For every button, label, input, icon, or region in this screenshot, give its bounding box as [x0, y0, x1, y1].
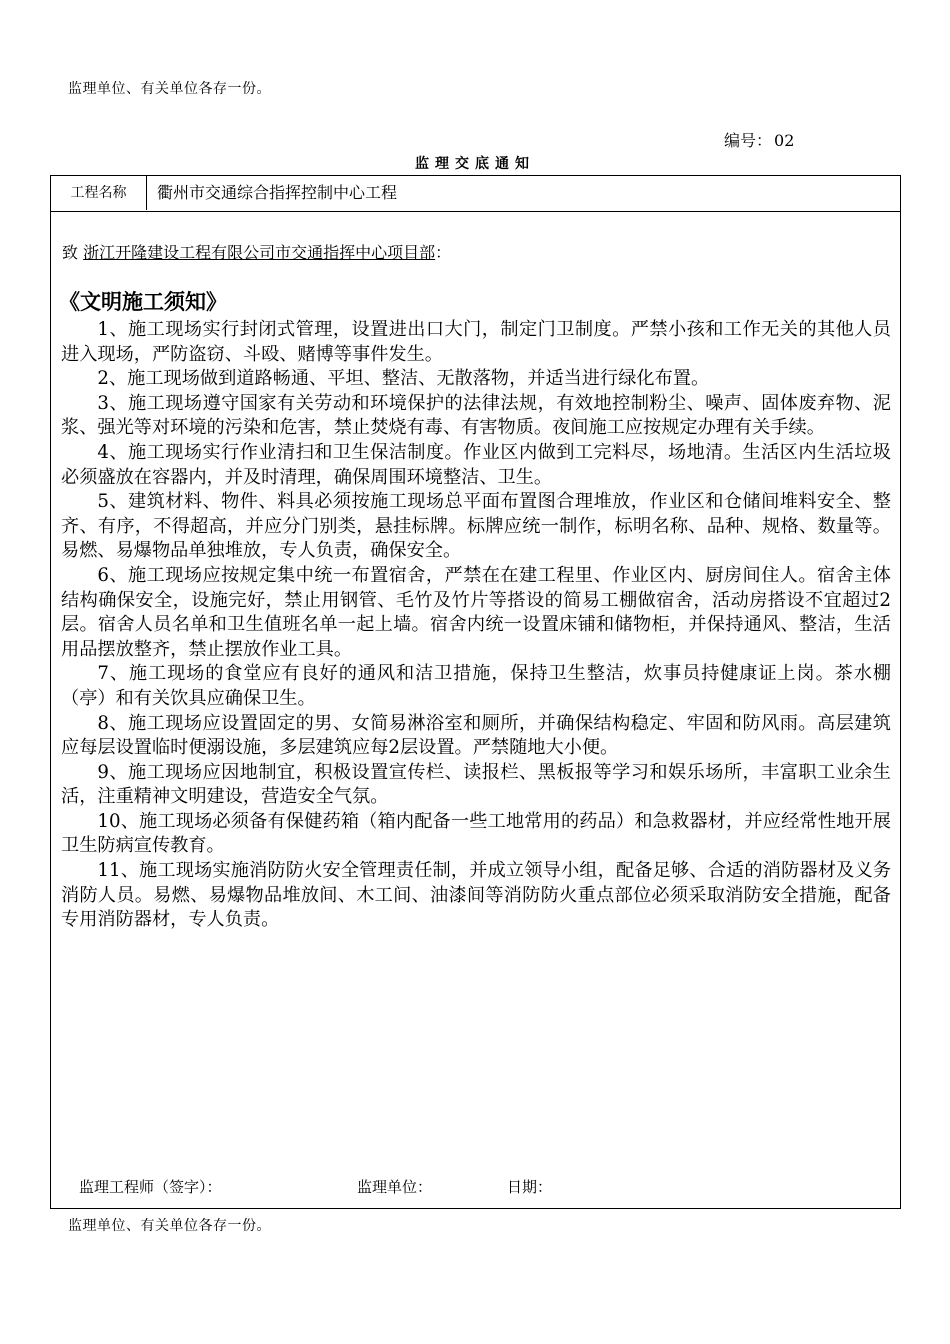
supervision-unit-label: 监理单位： — [357, 1178, 433, 1196]
document-number-value: 02 — [774, 131, 795, 150]
clause-item: 9、施工现场应因地制宜，积极设置宣传栏、读报栏、黑板报等学习和娱乐场所，丰富职工业余生活，注重精神文明建设，营造安全气氛。 — [61, 761, 891, 808]
clause-item: 4、施工现场实行作业清扫和卫生保洁制度。作业区内做到工完料尽，场地清。生活区内生活垃圾必须盛放在容器内，并及时清理，确保周围环境整洁、卫生。 — [61, 441, 891, 488]
clause-item: 2、施工现场做到道路畅通、平坦、整洁、无散落物，并适当进行绿化布置。 — [97, 368, 710, 390]
clause-item: 10、施工现场必须备有保健药箱（箱内配备一些工地常用的药品）和急救器材，并应经常性地开展卫生防病宣传教育。 — [61, 810, 891, 857]
engineer-signature-label: 监理工程师（签字）： — [79, 1178, 222, 1196]
date-label: 日期： — [507, 1178, 553, 1196]
project-row — [51, 176, 900, 212]
clause-item: 6、施工现场应按规定集中统一布置宿舍，严禁在在建工程里、作业区内、厨房间住人。宿舍主体结构确保安全，设施完好，禁止用钢管、毛竹及竹片等搭设的简易工棚做宿舍，活动房搭设不宜超过2层。宿舍人员名单和卫生值班名单一起上墙。宿舍内统一设置床铺和储物柜，并保持通风、整洁，生活用品摆放整齐，禁止摆放作业工具。 — [61, 564, 891, 660]
clause-item: 7、施工现场的食堂应有良好的通风和洁卫措施，保持卫生整洁，炊事员持健康证上岗。茶水棚（亭）和有关饮具应确保卫生。 — [61, 663, 891, 709]
addressee-line — [62, 240, 451, 263]
document-number-label: 编号： — [724, 131, 773, 150]
document-title: 监理交底通知 — [415, 156, 535, 172]
project-name-value: 衢州市交通综合指挥控制中心工程 — [157, 183, 398, 202]
project-name-label: 工程名称 — [51, 176, 147, 210]
clause-item: 1、施工现场实行封闭式管理，设置进出口大门，制定门卫制度。严禁小孩和工作无关的其他人员进入现场，严防盗窃、斗殴、赌博等事件发生。 — [61, 319, 891, 365]
addressee-suffix: ： — [435, 243, 452, 262]
clause-item: 11、施工现场实施消防防火安全管理责任制，并成立领导小组，配备足够、合适的消防器材及义务消防人员。易燃、易爆物品堆放间、木工间、油漆间等消防防火重点部位必须采取消防安全措施，配备专用消防器材，专人负责。 — [61, 860, 891, 931]
addressee-company: 浙江开隆建设工程有限公司市交通指挥中心项目部 — [83, 243, 436, 262]
top-copy-note: 监理单位、有关单位各存一份。 — [68, 81, 271, 97]
addressee-prefix: 致 — [62, 243, 79, 262]
clause-item: 5、建筑材料、物件、料具必须按施工现场总平面布置图合理堆放，作业区和仓储间堆料安全、整齐、有序，不得超高，并应分门别类，悬挂标牌。标牌应统一制作，标明名称、品种、规格、数量等。易燃、易爆物品单独堆放，专人负责，确保安全。 — [61, 491, 891, 562]
clause-item: 8、施工现场应设置固定的男、女简易淋浴室和厕所，并确保结构稳定、牢固和防风雨。高层建筑应每层设置临时便溺设施，多层建筑应每2层设置。严禁随地大小便。 — [61, 712, 891, 759]
clause-list — [61, 318, 891, 933]
document-number — [722, 128, 794, 151]
notice-form — [50, 175, 901, 1209]
notice-heading: 《文明施工须知》 — [59, 290, 227, 314]
bottom-copy-note: 监理单位、有关单位各存一份。 — [68, 1218, 271, 1234]
clause-item: 3、施工现场遵守国家有关劳动和环境保护的法律法规，有效地控制粉尘、噪声、固体废弃物、泥浆、强光等对环境的污染和危害，禁止焚烧有毒、有害物质。夜间施工应按规定办理有关手续。 — [61, 392, 891, 439]
